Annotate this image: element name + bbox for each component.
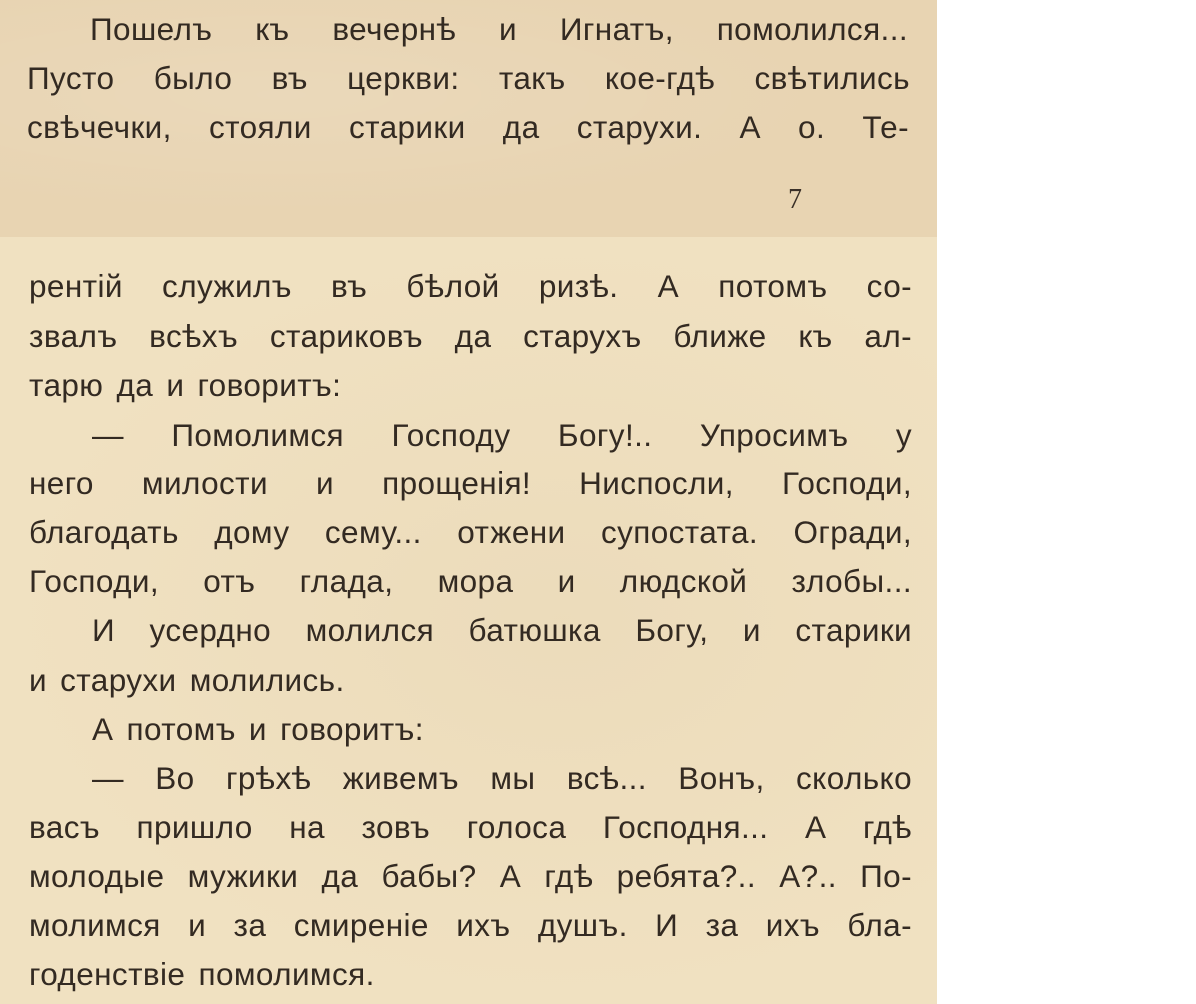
page-scan-top: [0, 0, 937, 237]
text-line: него милости и прощенія! Ниспосли, Господи,: [29, 465, 912, 501]
text-line: рентій служилъ въ бѣлой ризѣ. А потомъ со-: [29, 268, 912, 304]
text-line: годенствіе помолимся.: [29, 956, 375, 992]
text-line: молодые мужики да бабы? А гдѣ ребята?.. А?.. По-: [29, 858, 912, 894]
text-line: тарю да и говоритъ:: [29, 367, 342, 403]
page-number: 7: [788, 184, 803, 215]
text-line: молимся и за смиреніе ихъ душъ. И за ихъ бла-: [29, 907, 912, 943]
text-line: — Во грѣхѣ живемъ мы всѣ... Вонъ, сколько: [92, 760, 912, 796]
page-scan-bottom: [0, 237, 937, 1004]
text-line: А потомъ и говоритъ:: [92, 711, 424, 747]
text-line: васъ пришло на зовъ голоса Господня... А гдѣ: [29, 809, 912, 845]
text-line: — Помолимся Господу Богу!.. Упросимъ у: [92, 417, 912, 453]
text-line: и старухи молились.: [29, 662, 345, 698]
text-line: Пусто было въ церкви: такъ кое-гдѣ свѣтились: [27, 60, 910, 96]
text-line: И усердно молился батюшка Богу, и старики: [92, 612, 912, 648]
text-line: Пошелъ къ вечернѣ и Игнатъ, помолился...: [90, 11, 908, 47]
text-line: благодать дому сему... отжени супостата. Огради,: [29, 514, 912, 550]
text-line: Господи, отъ глада, мора и людской злобы...: [29, 563, 912, 599]
text-line: свѣчечки, стояли старики да старухи. А о. Те-: [27, 109, 909, 145]
text-line: звалъ всѣхъ стариковъ да старухъ ближе къ ал-: [29, 318, 912, 354]
